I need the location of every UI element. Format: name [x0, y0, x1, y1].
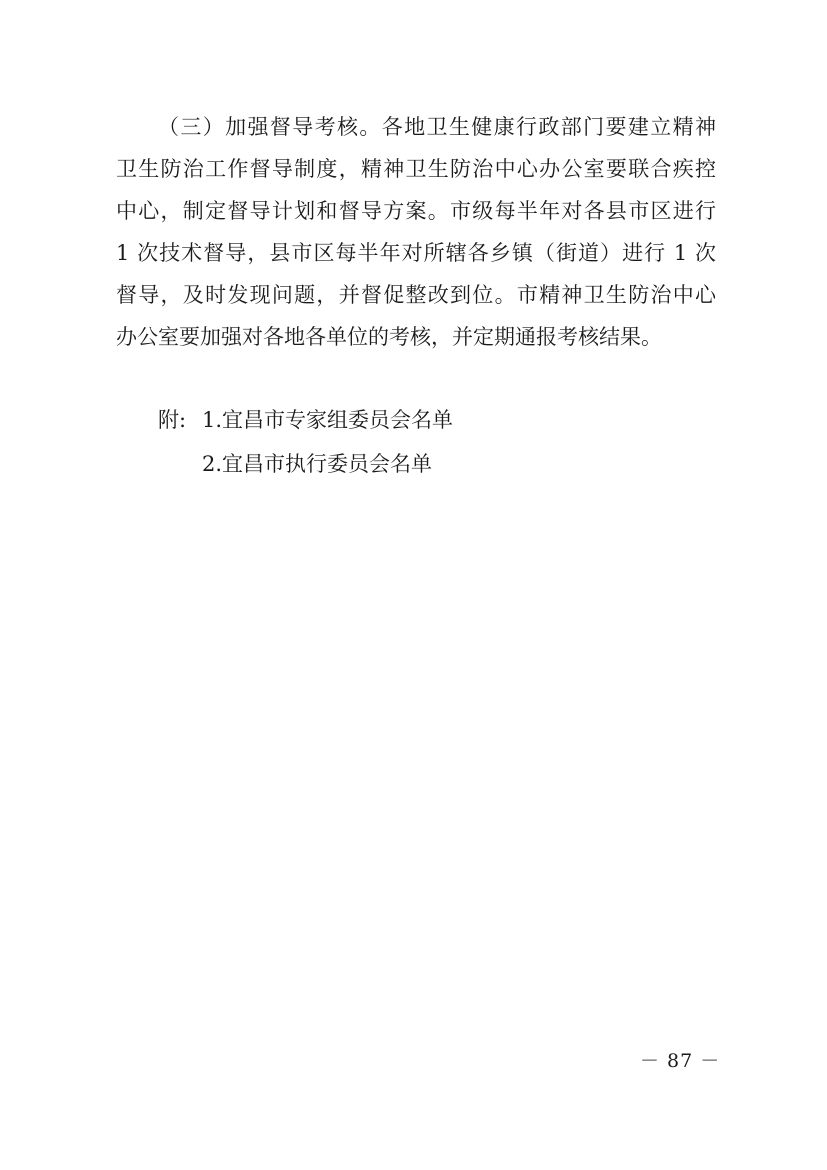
paragraph-line-4: 1 次技术督导，县市区每半年对所辖各乡镇（街道）进行 1 次: [116, 241, 716, 265]
paragraph-line-5: 督导，及时发现问题，并督促整改到位。市精神卫生防治中心: [116, 283, 716, 307]
page-number: － 87 －: [640, 1050, 721, 1072]
paragraph-line-3: 中心，制定督导计划和督导方案。市级每半年对各县市区进行: [116, 199, 716, 223]
attachments-label: 附:: [158, 408, 187, 432]
paragraph-line-6: 办公室要加强对各地各单位的考核，并定期通报考核结果。: [116, 325, 662, 349]
attachment-item-1: 1.宜昌市专家组委员会名单: [202, 408, 454, 432]
attachment-item-2: 2.宜昌市执行委员会名单: [202, 452, 433, 476]
paragraph-line-2: 卫生防治工作督导制度，精神卫生防治中心办公室要联合疾控: [116, 157, 716, 181]
paragraph-line-1: （三）加强督导考核。各地卫生健康行政部门要建立精神: [158, 115, 716, 139]
